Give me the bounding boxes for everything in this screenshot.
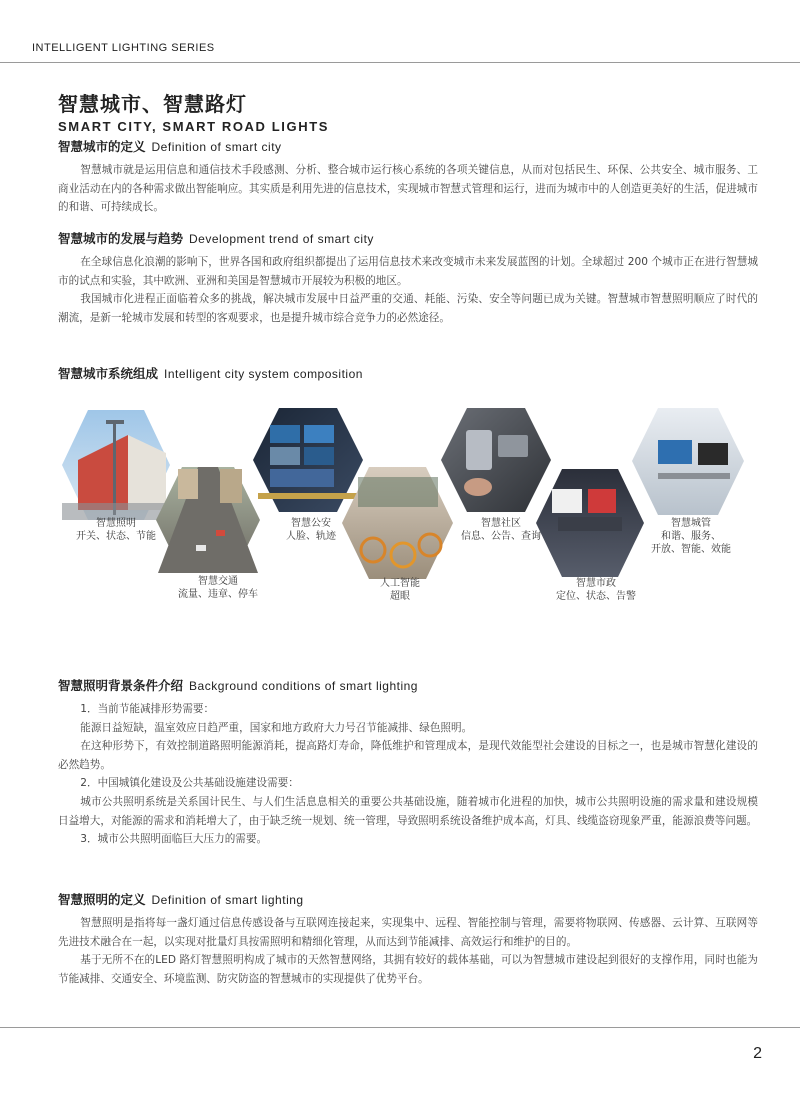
paragraph: 1．当前节能减排形势需要： [80, 703, 215, 715]
section-trend [58, 229, 758, 327]
title-en: Development trend of smart city [189, 232, 374, 246]
hex-smart-urban-mgmt [632, 408, 744, 515]
paragraph: 能源日益短缺，温室效应日趋严重，国家和地方政府大力号召节能减排、绿色照明。 [80, 721, 473, 734]
caption-name: 智慧社区 [481, 518, 521, 529]
paragraph: 我国城市化进程正面临着众多的挑战，解决城市发展中日益严重的交通、耗能、污染、安全等问题已成为关键。智慧城市智慧照明顺应了时代的潮流，是新一轮城市发展和转型的客观要求，也是提升城市综合竞争力的必然途径。 [58, 293, 758, 324]
series-header: INTELLIGENT LIGHTING SERIES [32, 42, 215, 54]
title-en: Definition of smart city [151, 140, 282, 154]
caption-name: 智慧照明 [96, 518, 136, 529]
caption-ai [380, 577, 420, 603]
caption-smart-police [286, 517, 336, 543]
caption-name: 智慧城管 [671, 518, 711, 529]
paragraph: 智慧城市就是运用信息和通信技术手段感测、分析、整合城市运行核心系统的各项关键信息，从而对包括民生、环保、公共安全、城市服务、工商业活动在内的各种需求做出智能响应。其实质是利用先进的信息技术，实现城市智慧式管理和运行，进而为城市中的人创造更美好的生活，促进城市的和谐、可持续成长。 [58, 164, 758, 214]
title-cn: 智慧城市的发展与趋势 [58, 231, 184, 246]
page-title: 智慧城市、智慧路灯 [58, 92, 247, 116]
caption-desc: 定位、状态、告警 [556, 591, 636, 602]
section-title [58, 676, 758, 694]
caption-smart-community [461, 517, 541, 543]
page-subtitle: SMART CITY, SMART ROAD LIGHTS [58, 119, 330, 134]
caption-name: 人工智能 [380, 578, 420, 589]
paragraph: 在这种形势下，有效控制道路照明能源消耗，提高路灯寿命，降低维护和管理成本，是现代效能型社会建设的目标之一，也是城市智慧化建设的必然趋势。 [58, 740, 758, 771]
section-title [58, 229, 758, 247]
hex-ai [342, 467, 453, 579]
section-title [58, 890, 758, 908]
section-background [58, 676, 758, 849]
caption-desc: 和谐、服务、 [661, 531, 721, 542]
page-heading [58, 88, 758, 134]
caption-smart-urban-mgmt [651, 517, 731, 556]
caption-desc: 超眼 [390, 591, 410, 602]
section-title [58, 364, 758, 382]
title-en: Intelligent city system composition [164, 367, 363, 381]
title-en: Background conditions of smart lighting [189, 679, 418, 693]
caption-desc: 开放、智能、效能 [651, 544, 731, 555]
caption-smart-traffic [178, 575, 258, 601]
system-composition-diagram [58, 405, 758, 615]
title-cn: 智慧照明背景条件介绍 [58, 678, 184, 693]
page-number: 2 [753, 1045, 762, 1062]
paragraph: 智慧照明是指将每一盏灯通过信息传感设备与互联网连接起来，实现集中、远程、智能控制与管理，需要将物联网、传感器、云计算、互联网等先进技术融合在一起，以实现对批量灯具按需照明和精细化管理，从而达到节能减排、高效运行和维护的目的。 [58, 917, 758, 948]
title-cn: 智慧城市的定义 [58, 139, 146, 154]
caption-smart-municipal [556, 577, 636, 603]
hex-smart-municipal [536, 469, 644, 577]
title-cn: 智慧城市系统组成 [58, 366, 159, 381]
caption-desc: 流量、违章、停车 [178, 589, 258, 600]
paragraph: 城市公共照明系统是关系国计民生、与人们生活息息相关的重要公共基础设施，随着城市化进程的加快，城市公共照明设施的需求量和建设规模日益增大，对能源的需求和消耗增大了，由于缺乏统一规划、统一管理，导致照明系统设备维护成本高，灯具、线缆盗窃现象严重，能源浪费等问题。 [58, 795, 758, 827]
hex-smart-traffic [156, 467, 260, 573]
paragraph: 在全球信息化浪潮的影响下，世界各国和政府组织都提出了运用信息技术来改变城市未来发展蓝图的计划。全球超过 200 个城市正在进行智慧城市的试点和实验，其中欧洲、亚洲和美国是智慧城市开展较为积极的地区。 [58, 256, 758, 287]
title-cn: 智慧照明的定义 [58, 892, 146, 907]
hex-smart-police [253, 408, 363, 512]
header-divider [0, 62, 800, 63]
caption-name: 智慧交通 [198, 576, 238, 587]
hex-smart-lighting [62, 410, 170, 520]
section-composition [58, 364, 758, 388]
caption-name: 智慧市政 [576, 578, 616, 589]
caption-desc: 人脸、轨迹 [286, 531, 336, 542]
section-smart-lighting [58, 890, 758, 988]
caption-smart-lighting [76, 517, 156, 543]
paragraph: 2．中国城镇化建设及公共基础设施建设需要： [80, 777, 299, 790]
section-definition [58, 137, 758, 217]
title-en: Definition of smart lighting [151, 893, 304, 907]
section-title [58, 137, 758, 155]
paragraph: 3．城市公共照明面临巨大压力的需要。 [80, 833, 268, 846]
paragraph: 基于无所不在的LED 路灯智慧照明构成了城市的天然智慧网络，其拥有较好的载体基础，可以为智慧城市建设起到很好的支撑作用，同时也能为节能减排、交通安全、环境监测、防灾防盗的智慧城市的实现提供了优势平台。 [58, 954, 758, 985]
caption-desc: 开关、状态、节能 [76, 531, 156, 542]
footer-divider [0, 1027, 800, 1028]
caption-desc: 信息、公告、查询 [461, 531, 541, 542]
hex-smart-community [441, 408, 551, 512]
caption-name: 智慧公安 [291, 518, 331, 529]
